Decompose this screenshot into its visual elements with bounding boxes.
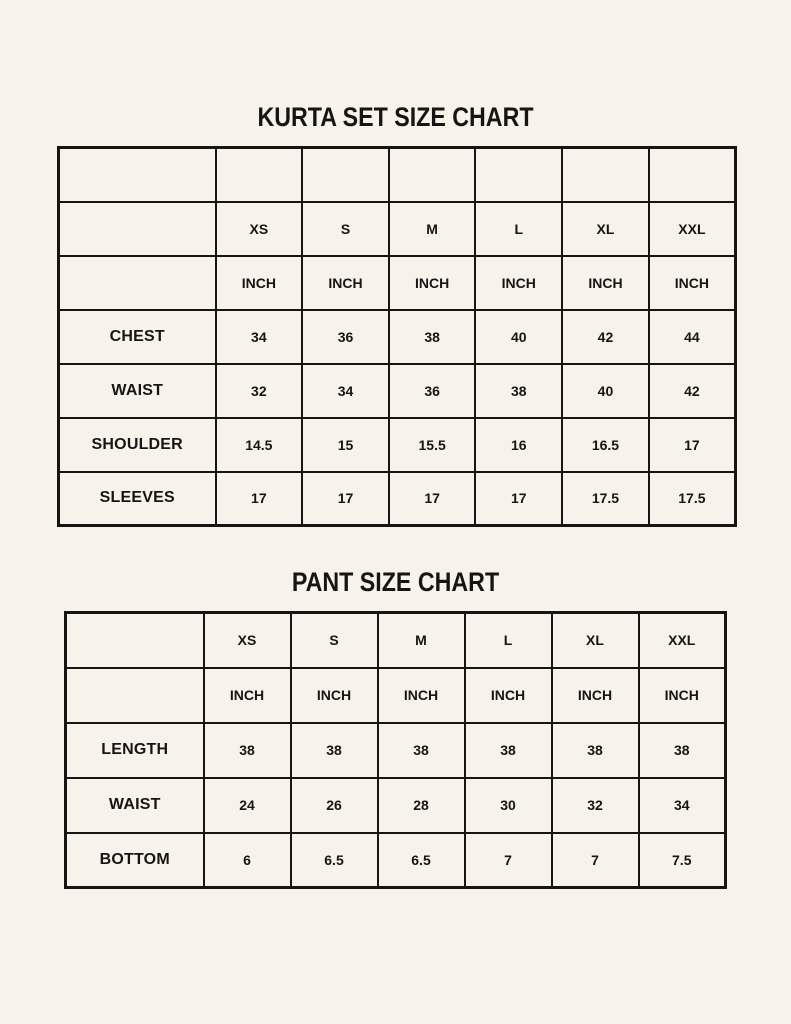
measure-label-cell: CHEST [59,310,216,364]
value-cell: 38 [639,723,726,778]
unit-cell: INCH [204,668,291,723]
value-cell: 38 [475,364,562,418]
empty-row [59,148,736,202]
value-cell: 38 [465,723,552,778]
empty-cell [475,148,562,202]
measure-row [59,364,736,418]
unit-cell: INCH [291,668,378,723]
measure-row [66,833,726,888]
value-cell: 24 [204,778,291,833]
empty-cell [59,148,216,202]
value-cell: 40 [475,310,562,364]
value-cell: 26 [291,778,378,833]
value-cell: 7 [465,833,552,888]
value-cell: 15.5 [389,418,476,472]
size-header-row [59,202,736,256]
measure-row [59,310,736,364]
unit-row [66,668,726,723]
value-cell: 32 [552,778,639,833]
value-cell: 34 [639,778,726,833]
value-cell: 34 [216,310,303,364]
kurta-chart-title-text: KURTA SET SIZE CHART [257,102,534,132]
unit-cell: INCH [216,256,303,310]
size-header-cell: M [378,613,465,668]
kurta-size-table [57,146,737,527]
measure-label-cell: BOTTOM [66,833,204,888]
measure-row [59,418,736,472]
unit-cell: INCH [562,256,649,310]
size-header-cell: XS [204,613,291,668]
unit-cell: INCH [639,668,726,723]
size-header-cell: S [291,613,378,668]
size-header-cell: M [389,202,476,256]
empty-cell [389,148,476,202]
value-cell: 38 [552,723,639,778]
size-header-cell: S [302,202,389,256]
measure-label-cell: SHOULDER [59,418,216,472]
empty-cell [302,148,389,202]
value-cell: 6 [204,833,291,888]
value-cell: 17.5 [562,472,649,526]
value-cell: 44 [649,310,736,364]
size-header-cell: XL [562,202,649,256]
value-cell: 36 [302,310,389,364]
value-cell: 42 [649,364,736,418]
empty-corner-cell [59,256,216,310]
value-cell: 6.5 [291,833,378,888]
value-cell: 40 [562,364,649,418]
value-cell: 42 [562,310,649,364]
measure-row [66,778,726,833]
size-header-cell: L [465,613,552,668]
value-cell: 36 [389,364,476,418]
measure-row [59,472,736,526]
value-cell: 7.5 [639,833,726,888]
value-cell: 17 [389,472,476,526]
unit-cell: INCH [465,668,552,723]
pant-size-table [64,611,727,889]
empty-corner-cell [66,613,204,668]
value-cell: 17.5 [649,472,736,526]
value-cell: 38 [291,723,378,778]
value-cell: 30 [465,778,552,833]
unit-cell: INCH [389,256,476,310]
value-cell: 17 [475,472,562,526]
value-cell: 28 [378,778,465,833]
value-cell: 16.5 [562,418,649,472]
pant-chart-title-text: PANT SIZE CHART [291,567,500,597]
size-header-row [66,613,726,668]
pant-chart-title [0,527,791,598]
empty-cell [649,148,736,202]
value-cell: 6.5 [378,833,465,888]
empty-cell [562,148,649,202]
unit-cell: INCH [649,256,736,310]
measure-label-cell: LENGTH [66,723,204,778]
kurta-chart-title [0,0,791,133]
empty-corner-cell [66,668,204,723]
value-cell: 17 [302,472,389,526]
measure-label-cell: WAIST [59,364,216,418]
size-header-cell: XXL [649,202,736,256]
value-cell: 17 [649,418,736,472]
value-cell: 38 [204,723,291,778]
measure-row [66,723,726,778]
empty-cell [216,148,303,202]
unit-cell: INCH [552,668,639,723]
size-header-cell: XL [552,613,639,668]
unit-cell: INCH [302,256,389,310]
size-header-cell: XS [216,202,303,256]
measure-label-cell: SLEEVES [59,472,216,526]
measure-label-cell: WAIST [66,778,204,833]
value-cell: 14.5 [216,418,303,472]
empty-corner-cell [59,202,216,256]
value-cell: 32 [216,364,303,418]
value-cell: 17 [216,472,303,526]
value-cell: 34 [302,364,389,418]
unit-cell: INCH [378,668,465,723]
unit-row [59,256,736,310]
value-cell: 38 [389,310,476,364]
size-header-cell: L [475,202,562,256]
value-cell: 15 [302,418,389,472]
unit-cell: INCH [475,256,562,310]
size-header-cell: XXL [639,613,726,668]
value-cell: 16 [475,418,562,472]
value-cell: 38 [378,723,465,778]
value-cell: 7 [552,833,639,888]
